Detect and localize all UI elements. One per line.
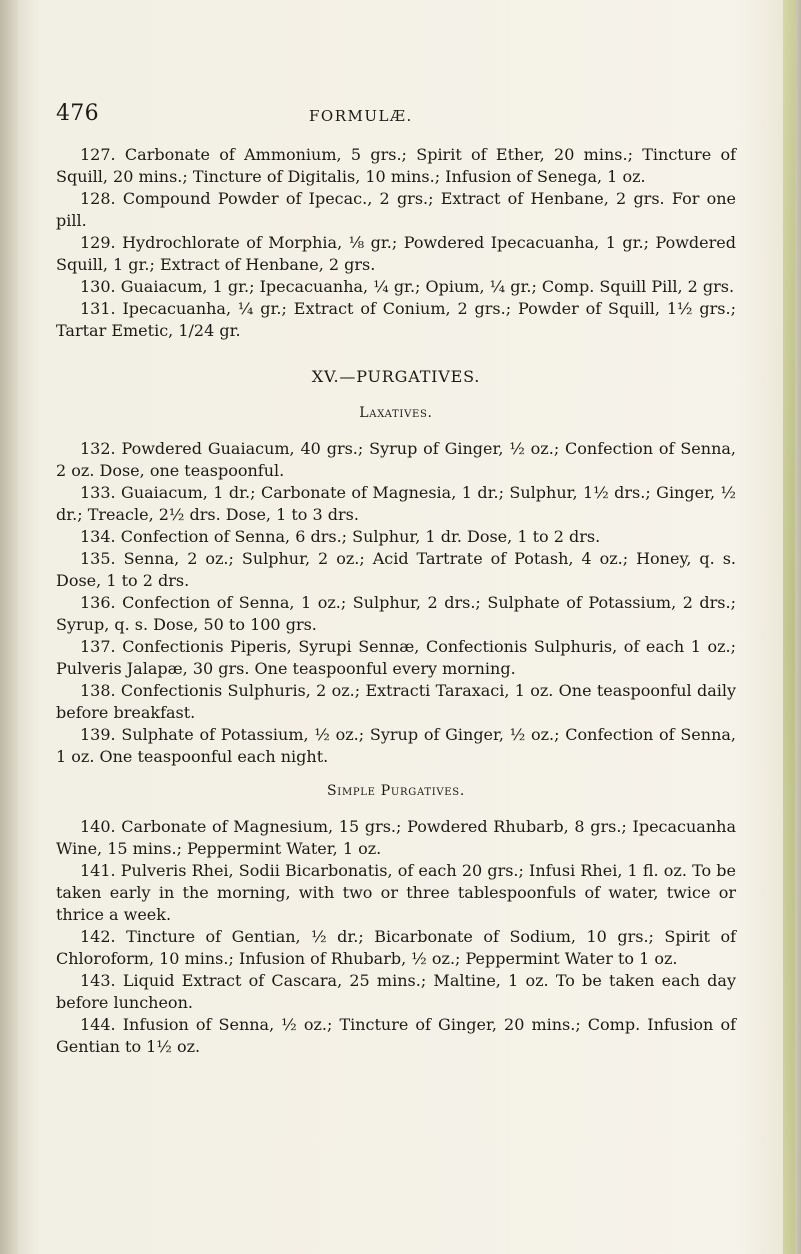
entry-132: 132. Powdered Guaiacum, 40 grs.; Syrup of Ginger, ½ oz.; Confection of Senna, 2 oz. Dose, one teaspoonful.	[56, 439, 736, 480]
section-title: XV.—PURGATIVES.	[311, 367, 481, 386]
entry-133: 133. Guaiacum, 1 dr.; Carbonate of Magnesia, 1 dr.; Sulphur, 1½ drs.; Ginger, ½ dr.; Treacle, 2½ drs. Dose, 1 to 3 drs.	[56, 483, 736, 524]
section-spacer	[56, 768, 736, 780]
entry-143: 143. Liquid Extract of Cascara, 25 mins.; Maltine, 1 oz. To be taken each day before luncheon.	[56, 971, 736, 1012]
page-header	[56, 100, 736, 134]
entry-135: 135. Senna, 2 oz.; Sulphur, 2 oz.; Acid Tartrate of Potash, 4 oz.; Honey, q. s. Dose, 1 to 2 drs.	[56, 549, 736, 590]
entry-130: 130. Guaiacum, 1 gr.; Ipecacuanha, ¼ gr.; Opium, ¼ gr.; Comp. Squill Pill, 2 grs.	[80, 277, 735, 296]
entry-137: 137. Confectionis Piperis, Syrupi Sennæ, Confectionis Sulphuris, of each 1 oz.; Pulveris Jalapæ, 30 grs. One teaspoonful every morning.	[56, 637, 736, 678]
entry-140: 140. Carbonate of Magnesium, 15 grs.; Powdered Rhubarb, 8 grs.; Ipecacuanha Wine, 15 mins.; Peppermint Water, 1 oz.	[56, 817, 736, 858]
page-number: 476	[56, 101, 99, 126]
entry-131: 131. Ipecacuanha, ¼ gr.; Extract of Conium, 2 grs.; Powder of Squill, 1½ grs.; Tartar Emetic, 1/24 gr.	[56, 299, 736, 340]
section-subtitle-simple-purgatives: Simple Purgatives.	[327, 783, 465, 799]
entry-138: 138. Confectionis Sulphuris, 2 oz.; Extracti Taraxaci, 1 oz. One teaspoonful daily before breakfast.	[56, 681, 736, 722]
entry-134: 134. Confection of Senna, 6 drs.; Sulphur, 1 dr. Dose, 1 to 2 drs.	[80, 527, 601, 546]
section-subtitle-laxatives: Laxatives.	[359, 405, 433, 421]
entry-142: 142. Tincture of Gentian, ½ dr.; Bicarbonate of Sodium, 10 grs.; Spirit of Chloroform, 10 mins.; Infusion of Rhubarb, ½ oz.; Peppermint Water to 1 oz.	[56, 927, 736, 968]
binding-strip	[783, 0, 795, 1254]
running-head: FORMULÆ.	[309, 107, 413, 125]
entry-127: 127. Carbonate of Ammonium, 5 grs.; Spirit of Ether, 20 mins.; Tincture of Squill, 20 mins.; Tincture of Digitalis, 10 mins.; Infusion of Senega, 1 oz.	[56, 145, 736, 186]
entry-129: 129. Hydrochlorate of Morphia, ⅛ gr.; Powdered Ipecacuanha, 1 gr.; Powdered Squill, 1 gr.; Extract of Henbane, 2 grs.	[56, 233, 736, 274]
entry-136: 136. Confection of Senna, 1 oz.; Sulphur, 2 drs.; Sulphate of Potassium, 2 drs.; Syrup, q. s. Dose, 50 to 100 grs.	[56, 593, 736, 634]
entry-144: 144. Infusion of Senna, ½ oz.; Tincture of Ginger, 20 mins.; Comp. Infusion of Gentian to 1½ oz.	[56, 1015, 736, 1056]
entry-141: 141. Pulveris Rhei, Sodii Bicarbonatis, of each 20 grs.; Infusi Rhei, 1 fl. oz. To be taken early in the morning, with two or three tablespoonfuls of water, twice or thrice a week.	[56, 861, 736, 924]
entry-139: 139. Sulphate of Potassium, ½ oz.; Syrup of Ginger, ½ oz.; Confection of Senna, 1 oz. One teaspoonful each night.	[56, 725, 736, 766]
page-left-shadow	[0, 0, 18, 1254]
entry-128: 128. Compound Powder of Ipecac., 2 grs.; Extract of Henbane, 2 grs. For one pill.	[56, 189, 736, 230]
page-content	[56, 144, 736, 1058]
